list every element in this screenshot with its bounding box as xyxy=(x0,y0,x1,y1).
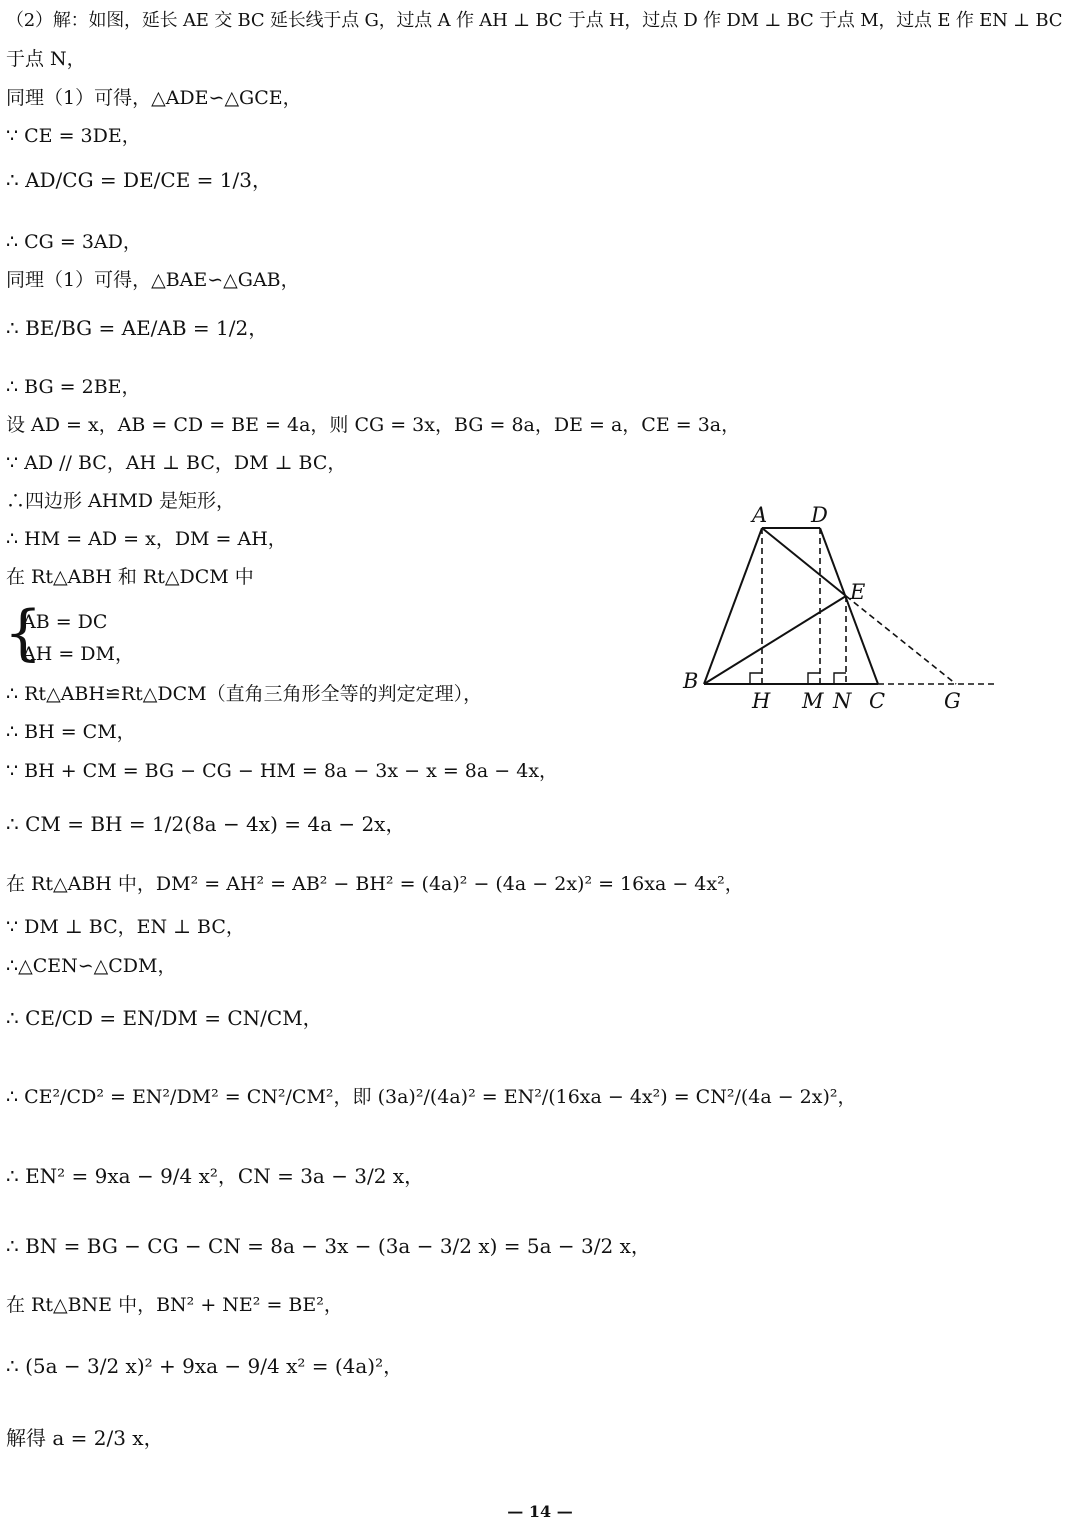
label-d: D xyxy=(811,503,828,527)
text-line-24: ∴ EN² = 9xa − 9/4 x²，CN = 3a − 3/2 x， xyxy=(6,1164,425,1188)
text-line-9: ∴ BG = 2BE， xyxy=(6,376,141,398)
text-line-1: （2）解：如图，延长 AE 交 BC 延长线于点 G，过点 A 作 AH ⊥ BC 于点 H，过点 D 作 DM ⊥ BC 于点 M，过点 E 作 EN ⊥ BC xyxy=(6,10,1063,31)
text-line-3: 同理（1）可得，△ADE∽△GCE， xyxy=(6,87,302,109)
text-line-22: ∴ CE/CD = EN/DM = CN/CM， xyxy=(6,1006,323,1030)
text-line-17: ∵ BH + CM = BG − CG − HM = 8a − 3x − x = 8a − 4x， xyxy=(6,760,559,782)
text-line-18: ∴ CM = BH = 1/2(8a − 4x) = 4a − 2x， xyxy=(6,812,406,836)
text-line-25: ∴ BN = BG − CG − CN = 8a − 3x − (3a − 3/2 x) = 5a − 3/2 x， xyxy=(6,1234,651,1258)
page-number: — 14 — xyxy=(507,1502,573,1521)
text-line-28: 解得 a = 2/3 x， xyxy=(6,1426,164,1450)
text-line-6: ∴ CG = 3AD， xyxy=(6,231,142,253)
text-line-5: ∴ AD/CG = DE/CE = 1/3， xyxy=(6,168,272,192)
text-line-26: 在 Rt△BNE 中，BN² + NE² = BE²， xyxy=(6,1294,343,1316)
text-line-21: ∴△CEN∽△CDM， xyxy=(6,955,177,977)
right-angle-h xyxy=(750,673,762,684)
label-m: M xyxy=(802,689,824,713)
right-angle-n xyxy=(834,673,846,684)
text-line-2: 于点 N， xyxy=(6,48,86,70)
label-c: C xyxy=(869,689,886,713)
text-line-15: ∴ Rt△ABH≌Rt△DCM（直角三角形全等的判定定理）， xyxy=(6,683,483,705)
text-line-8: ∴ BE/BG = AE/AB = 1/2， xyxy=(6,316,269,340)
text-line-12: ∴四边形 AHMD 是矩形， xyxy=(6,490,236,512)
segment-be xyxy=(704,596,846,684)
text-line-27: ∴ (5a − 3/2 x)² + 9xa − 9/4 x² = (4a)²， xyxy=(6,1354,404,1378)
segment-ab xyxy=(704,528,762,684)
text-line-23: ∴ CE²/CD² = EN²/DM² = CN²/CM²，即 (3a)²/(4a)² = EN²/(16xa − 4x²) = CN²/(4a − 2x)²， xyxy=(6,1086,857,1108)
left-brace: { xyxy=(4,598,43,668)
right-angle-m xyxy=(808,673,820,684)
text-line-19: 在 Rt△ABH 中，DM² = AH² = AB² − BH² = (4a)² − (4a − 2x)² = 16xa − 4x²， xyxy=(6,873,744,895)
system-eq-1: AB = DC xyxy=(22,611,108,633)
text-line-10: 设 AD = x，AB = CD = BE = 4a，则 CG = 3x，BG = 8a，DE = a，CE = 3a， xyxy=(6,414,741,436)
label-h: H xyxy=(752,689,771,713)
text-line-7: 同理（1）可得，△BAE∽△GAB， xyxy=(6,269,300,291)
label-b: B xyxy=(683,669,699,693)
text-line-13: ∴ HM = AD = x，DM = AH， xyxy=(6,528,287,550)
text-line-11: ∵ AD // BC，AH ⊥ BC，DM ⊥ BC， xyxy=(6,452,347,474)
text-line-4: ∵ CE = 3DE， xyxy=(6,125,141,147)
label-a: A xyxy=(752,503,768,527)
label-e: E xyxy=(850,580,866,604)
equation-system xyxy=(22,606,134,670)
system-comma: ， xyxy=(114,643,134,665)
system-eq-2: AH = DM， xyxy=(22,643,134,665)
text-line-16: ∴ BH = CM， xyxy=(6,721,136,743)
geometry-figure xyxy=(680,498,1005,718)
text-line-14: 在 Rt△ABH 和 Rt△DCM 中 xyxy=(6,566,254,588)
text-line-20: ∵ DM ⊥ BC，EN ⊥ BC， xyxy=(6,916,245,938)
label-n: N xyxy=(833,689,852,713)
label-g: G xyxy=(944,689,961,713)
